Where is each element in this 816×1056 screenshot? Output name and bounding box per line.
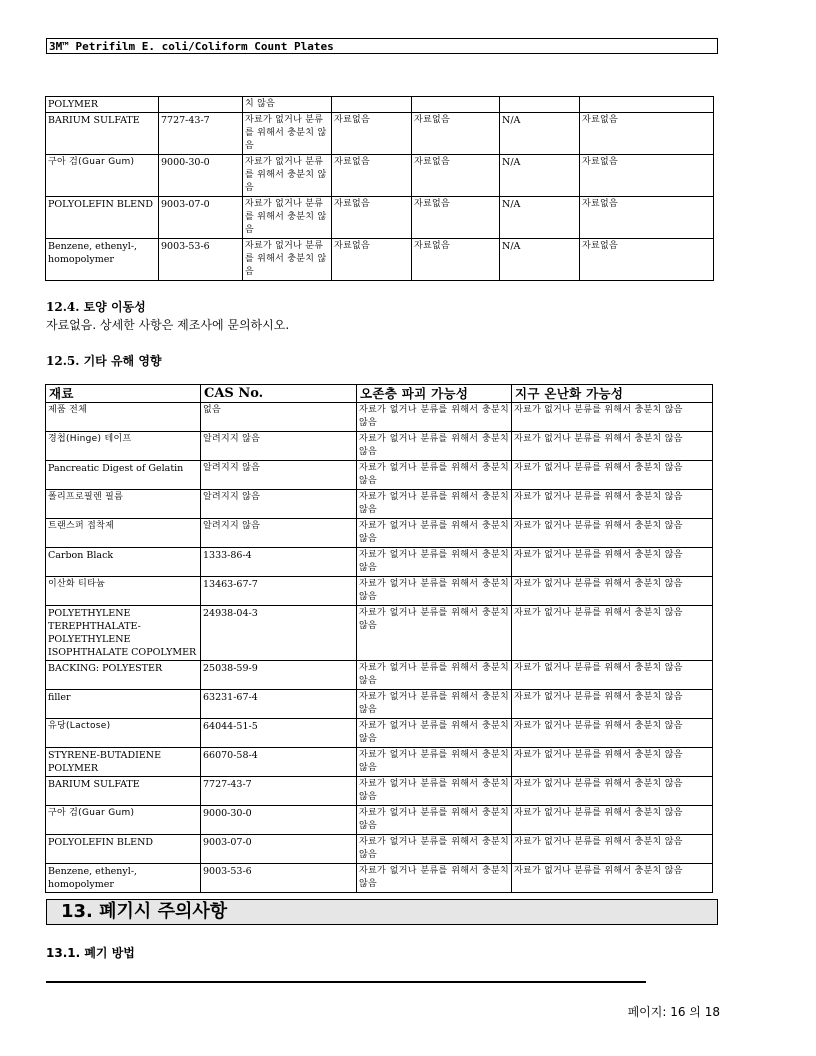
- table-cell-cas: 없음: [201, 403, 357, 432]
- table-cell-warming: 자료가 없거나 분류를 위해서 충분치 않음: [512, 719, 713, 748]
- table-row: [46, 490, 713, 519]
- table-row: [46, 661, 713, 690]
- table-cell-ozone: 자료가 없거나 분류를 위해서 충분치 않음: [357, 777, 512, 806]
- table-cell-cas: 66070-58-4: [201, 748, 357, 777]
- table-cell-c6: N/A: [500, 197, 580, 239]
- table-cell-ozone: 자료가 없거나 분류를 위해서 충분치 않음: [357, 719, 512, 748]
- table-cell-cas: 알려지지 않음: [201, 432, 357, 461]
- table-cell-cas: 알려지지 않음: [201, 490, 357, 519]
- table-cell-c6: N/A: [500, 155, 580, 197]
- table-cell-name: 제품 전체: [46, 403, 201, 432]
- table-cell-ozone: 자료가 없거나 분류를 위해서 충분치 않음: [357, 690, 512, 719]
- table-cell-c6: N/A: [500, 239, 580, 281]
- table-cell-c5: 자료없음: [412, 197, 500, 239]
- section-12-4-heading: 12.4. 토양 이동성: [46, 300, 146, 314]
- table-cell-cas: 63231-67-4: [201, 690, 357, 719]
- table-cell-cas: 9003-07-0: [201, 835, 357, 864]
- table-cell-c7: 자료없음: [580, 239, 714, 281]
- table-row: [46, 432, 713, 461]
- table-cell-c4: 자료없음: [332, 239, 412, 281]
- table-cell-name: BACKING: POLYESTER: [46, 661, 201, 690]
- table-cell-c5: [412, 97, 500, 113]
- table-cell-cas: 알려지지 않음: [201, 519, 357, 548]
- table-cell-cas: 9000-30-0: [159, 155, 243, 197]
- table-row: [46, 577, 713, 606]
- table-cell-c6: [500, 97, 580, 113]
- divider-line: [46, 981, 646, 983]
- table-row: [46, 403, 713, 432]
- table-row: [46, 777, 713, 806]
- table-cell-cas: 9003-53-6: [201, 864, 357, 893]
- table-cell-cas: 25038-59-9: [201, 661, 357, 690]
- table-row: [46, 835, 713, 864]
- table-cell-cas: 24938-04-3: [201, 606, 357, 661]
- table-cell-c3: 자료가 없거나 분류를 위해서 충분치 않음: [243, 239, 332, 281]
- table-cell-c3: 자료가 없거나 분류를 위해서 충분치 않음: [243, 113, 332, 155]
- table-cell-c7: 자료없음: [580, 197, 714, 239]
- table-cell-warming: 자료가 없거나 분류를 위해서 충분치 않음: [512, 403, 713, 432]
- table-cell-name: filler: [46, 690, 201, 719]
- table-row: [46, 748, 713, 777]
- table-cell-cas: 9003-07-0: [159, 197, 243, 239]
- table-row: [46, 197, 714, 239]
- table-row: [46, 806, 713, 835]
- table-cell-c3: 치 않음: [243, 97, 332, 113]
- table-cell-name: 이산화 티타늄: [46, 577, 201, 606]
- table-cell-name: 경첩(Hinge) 테이프: [46, 432, 201, 461]
- table-cell-warming: 자료가 없거나 분류를 위해서 충분치 않음: [512, 835, 713, 864]
- table-cell-cas: 13463-67-7: [201, 577, 357, 606]
- table-cell-ozone: 자료가 없거나 분류를 위해서 충분치 않음: [357, 548, 512, 577]
- table-cell-warming: 자료가 없거나 분류를 위해서 충분치 않음: [512, 864, 713, 893]
- table-cell-name: Benzene, ethenyl-, homopolymer: [46, 864, 201, 893]
- table-cell-ozone: 자료가 없거나 분류를 위해서 충분치 않음: [357, 490, 512, 519]
- section-12-4-text: 자료없음. 상세한 사항은 제조사에 문의하시오.: [46, 318, 290, 332]
- table-cell-c7: [580, 97, 714, 113]
- table-cell-ozone: 자료가 없거나 분류를 위해서 충분치 않음: [357, 403, 512, 432]
- table-cell-c4: 자료없음: [332, 113, 412, 155]
- table-cell-cas: 1333-86-4: [201, 548, 357, 577]
- table-cell-c5: 자료없음: [412, 155, 500, 197]
- table-cell-name: POLYOLEFIN BLEND: [46, 835, 201, 864]
- table-cell-ozone: 자료가 없거나 분류를 위해서 충분치 않음: [357, 806, 512, 835]
- table-cell-c6: N/A: [500, 113, 580, 155]
- section-12-5-heading: 12.5. 기타 유해 영향: [46, 354, 162, 368]
- table-cell-name: BARIUM SULFATE: [46, 777, 201, 806]
- table-cell-name: POLYOLEFIN BLEND: [46, 197, 159, 239]
- table-cell-cas: 알려지지 않음: [201, 461, 357, 490]
- table-cell-c5: 자료없음: [412, 239, 500, 281]
- table-cell-c4: [332, 97, 412, 113]
- table-cell-name: 폴리프로필렌 필름: [46, 490, 201, 519]
- table-cell-name: BARIUM SULFATE: [46, 113, 159, 155]
- table-cell-warming: 자료가 없거나 분류를 위해서 충분치 않음: [512, 519, 713, 548]
- aquatic-toxicity-table-continued: [45, 96, 714, 281]
- table-cell-cas: 64044-51-5: [201, 719, 357, 748]
- table-row: [46, 461, 713, 490]
- table-cell-cas: 7727-43-7: [201, 777, 357, 806]
- col-header-cas: CAS No.: [201, 385, 357, 403]
- table-cell-ozone: 자료가 없거나 분류를 위해서 충분치 않음: [357, 577, 512, 606]
- table-row: [46, 155, 714, 197]
- table-cell-name: 유당(Lactose): [46, 719, 201, 748]
- table-cell-c3: 자료가 없거나 분류를 위해서 충분치 않음: [243, 155, 332, 197]
- table-row: [46, 864, 713, 893]
- table-cell-name: Carbon Black: [46, 548, 201, 577]
- table-cell-ozone: 자료가 없거나 분류를 위해서 충분치 않음: [357, 864, 512, 893]
- col-header-warming: 지구 온난화 가능성: [512, 385, 713, 403]
- table-cell-ozone: 자료가 없거나 분류를 위해서 충분치 않음: [357, 461, 512, 490]
- table-cell-warming: 자료가 없거나 분류를 위해서 충분치 않음: [512, 748, 713, 777]
- table-cell-ozone: 자료가 없거나 분류를 위해서 충분치 않음: [357, 606, 512, 661]
- table-cell-ozone: 자료가 없거나 분류를 위해서 충분치 않음: [357, 519, 512, 548]
- table-cell-c7: 자료없음: [580, 113, 714, 155]
- table-cell-cas: 9003-53-6: [159, 239, 243, 281]
- table-cell-name: 트랜스퍼 접착제: [46, 519, 201, 548]
- table-cell-ozone: 자료가 없거나 분류를 위해서 충분치 않음: [357, 835, 512, 864]
- table-cell-c4: 자료없음: [332, 155, 412, 197]
- table-cell-warming: 자료가 없거나 분류를 위해서 충분치 않음: [512, 461, 713, 490]
- table-row: [46, 519, 713, 548]
- table-cell-warming: 자료가 없거나 분류를 위해서 충분치 않음: [512, 577, 713, 606]
- table-row: [46, 239, 714, 281]
- table-row: [46, 690, 713, 719]
- table-row: [46, 548, 713, 577]
- table-cell-c4: 자료없음: [332, 197, 412, 239]
- table-cell-warming: 자료가 없거나 분류를 위해서 충분치 않음: [512, 432, 713, 461]
- table-cell-warming: 자료가 없거나 분류를 위해서 충분치 않음: [512, 548, 713, 577]
- other-hazards-table: [45, 384, 713, 893]
- table-cell-warming: 자료가 없거나 분류를 위해서 충분치 않음: [512, 490, 713, 519]
- document-header: 3M™ Petrifilm E. coli/Coliform Count Plates: [46, 38, 718, 54]
- table-cell-name: 구아 검(Guar Gum): [46, 806, 201, 835]
- table-row: [46, 113, 714, 155]
- table-cell-name: Pancreatic Digest of Gelatin: [46, 461, 201, 490]
- table-cell-name: POLYETHYLENE TEREPHTHALATE-POLYETHYLENE ISOPHTHALATE COPOLYMER: [46, 606, 201, 661]
- table-cell-warming: 자료가 없거나 분류를 위해서 충분치 않음: [512, 777, 713, 806]
- table-cell-warming: 자료가 없거나 분류를 위해서 충분치 않음: [512, 690, 713, 719]
- table-cell-name: POLYMER: [46, 97, 159, 113]
- table-cell-name: Benzene, ethenyl-, homopolymer: [46, 239, 159, 281]
- col-header-ozone: 오존층 파괴 가능성: [357, 385, 512, 403]
- table-row: [46, 606, 713, 661]
- table-cell-name: 구아 검(Guar Gum): [46, 155, 159, 197]
- table-cell-cas: [159, 97, 243, 113]
- table-cell-c7: 자료없음: [580, 155, 714, 197]
- section-13-1-heading: 13.1. 폐기 방법: [46, 946, 135, 960]
- col-header-material: 재료: [46, 385, 201, 403]
- table-cell-cas: 9000-30-0: [201, 806, 357, 835]
- table-cell-ozone: 자료가 없거나 분류를 위해서 충분치 않음: [357, 748, 512, 777]
- table-cell-c3: 자료가 없거나 분류를 위해서 충분치 않음: [243, 197, 332, 239]
- table-row: [46, 97, 714, 113]
- table-cell-warming: 자료가 없거나 분류를 위해서 충분치 않음: [512, 661, 713, 690]
- table-row: [46, 719, 713, 748]
- table-cell-ozone: 자료가 없거나 분류를 위해서 충분치 않음: [357, 661, 512, 690]
- section-13-heading: 13. 폐기시 주의사항: [46, 899, 718, 925]
- table-cell-name: STYRENE-BUTADIENE POLYMER: [46, 748, 201, 777]
- table-cell-ozone: 자료가 없거나 분류를 위해서 충분치 않음: [357, 432, 512, 461]
- table-cell-warming: 자료가 없거나 분류를 위해서 충분치 않음: [512, 806, 713, 835]
- page-number: 페이지: 16 의 18: [627, 1005, 720, 1019]
- table-cell-c5: 자료없음: [412, 113, 500, 155]
- table-cell-warming: 자료가 없거나 분류를 위해서 충분치 않음: [512, 606, 713, 661]
- table-cell-cas: 7727-43-7: [159, 113, 243, 155]
